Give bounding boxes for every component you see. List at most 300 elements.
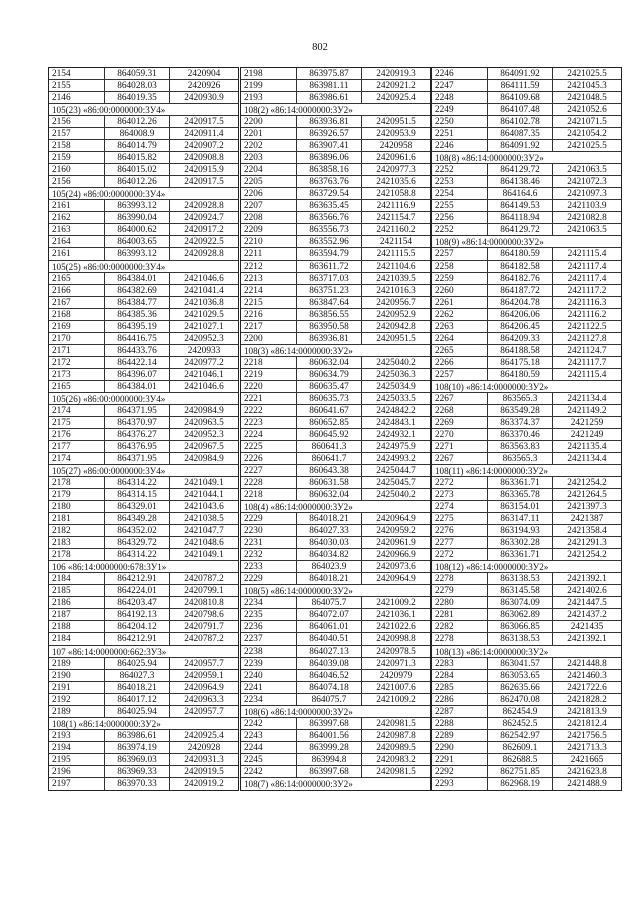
y-coordinate: 2421025.5 [567, 69, 607, 79]
table-row [241, 333, 430, 345]
table-row [432, 621, 621, 633]
point-number: 2205 [241, 176, 297, 187]
table-row [49, 766, 238, 778]
y-coordinate: 2420959.1 [184, 670, 224, 681]
y-coordinate: 2421254.2 [567, 478, 607, 489]
table-row [241, 754, 430, 766]
section-header-row [49, 104, 238, 116]
y-coordinate: 2421448.8 [567, 658, 607, 669]
table-row [432, 285, 621, 297]
point-number: 2256 [432, 212, 488, 223]
point-number: 2236 [241, 621, 297, 632]
x-coordinate: 862751.85 [488, 766, 553, 777]
x-coordinate: 863896.06 [297, 152, 362, 163]
y-coordinate: 2420928.8 [184, 249, 224, 260]
x-coordinate: 864129.72 [488, 164, 553, 175]
x-coordinate: 863729.54 [297, 188, 362, 199]
point-number: 2239 [241, 658, 297, 669]
table-row [49, 609, 238, 621]
point-number: 2244 [241, 742, 297, 753]
table-row [432, 549, 621, 561]
y-coordinate: 2421046.6 [184, 273, 224, 284]
table-row [49, 116, 238, 128]
point-number: 2272 [432, 477, 488, 488]
point-number: 2238 [241, 646, 297, 657]
table-row [241, 489, 430, 501]
x-coordinate: 863751.23 [297, 285, 362, 296]
x-coordinate: 863374.37 [488, 417, 553, 428]
point-number: 2268 [432, 405, 488, 416]
x-coordinate: 863847.64 [297, 297, 362, 308]
y-coordinate: 2421009.2 [376, 694, 416, 705]
section-label: 108(1) «86:14:0000000:3У2» [52, 718, 161, 729]
point-number: 2200 [241, 116, 297, 127]
x-coordinate: 864376.27 [105, 429, 170, 440]
y-coordinate: 2421149.2 [567, 405, 607, 416]
y-coordinate: 2421358.4 [567, 526, 607, 537]
point-number: 2291 [432, 754, 488, 765]
point-number: 2168 [49, 309, 105, 320]
x-coordinate: 863763.76 [297, 176, 362, 187]
table-row [241, 525, 430, 537]
point-number: 2221 [241, 393, 297, 404]
point-number: 2218 [241, 357, 297, 368]
y-coordinate: 2420977.2 [184, 357, 224, 368]
table-row [241, 273, 430, 285]
x-coordinate: 863556.73 [297, 224, 362, 235]
table-row [432, 80, 621, 92]
table-row [241, 68, 430, 80]
point-number: 2249 [432, 104, 488, 115]
point-number: 2201 [241, 128, 297, 139]
table-row [49, 369, 238, 381]
y-coordinate: 2424843.1 [376, 417, 416, 428]
point-number: 2176 [49, 429, 105, 440]
y-coordinate: 2421254.2 [567, 550, 607, 561]
x-coordinate: 864018.21 [297, 573, 362, 584]
point-number: 2224 [241, 429, 297, 440]
section-label: 108(12) «86:14:0000000:3У2» [435, 562, 549, 573]
x-coordinate: 863994.8 [297, 754, 362, 765]
point-number: 2263 [432, 321, 488, 332]
y-coordinate: 2421036.1 [376, 610, 416, 621]
x-coordinate: 862542.97 [488, 730, 553, 741]
x-coordinate: 863145.58 [488, 585, 553, 596]
table-row [49, 68, 238, 80]
table-row [432, 393, 621, 405]
y-coordinate: 2420917.2 [184, 225, 224, 236]
section-label: 108(8) «86:14:0000000:3У2» [435, 153, 544, 164]
x-coordinate: 862968.19 [488, 778, 553, 790]
table-row [49, 549, 238, 561]
y-coordinate: 2424842.2 [376, 405, 416, 416]
point-number: 2246 [432, 140, 488, 151]
y-coordinate: 2420942.8 [376, 321, 416, 332]
point-number: 2234 [241, 694, 297, 705]
section-header-row [432, 646, 621, 658]
table-row [432, 200, 621, 212]
point-number: 2189 [49, 658, 105, 669]
y-coordinate: 2420928 [187, 742, 221, 753]
y-coordinate: 2420959.2 [376, 526, 416, 537]
table-row [432, 585, 621, 597]
x-coordinate: 864206.06 [488, 309, 553, 320]
y-coordinate: 2420926 [187, 81, 221, 92]
y-coordinate: 2421722.6 [567, 682, 607, 693]
x-coordinate: 864416.75 [105, 333, 170, 344]
point-number: 2266 [432, 357, 488, 368]
table-row [241, 357, 430, 369]
table-row [241, 188, 430, 200]
point-number: 2194 [49, 742, 105, 753]
table-row [432, 104, 621, 116]
section-header-row [432, 465, 621, 477]
section-label: 108(5) «86:14:0000000:3У2» [244, 586, 353, 597]
table-row [241, 297, 430, 309]
table-row [241, 441, 430, 453]
table-row [432, 212, 621, 224]
x-coordinate: 864034.82 [297, 549, 362, 560]
table-row [49, 212, 238, 224]
point-number: 2250 [432, 116, 488, 127]
point-number: 2261 [432, 297, 488, 308]
x-coordinate: 863975.87 [297, 68, 362, 79]
y-coordinate: 2421387 [570, 514, 604, 525]
table-row [241, 369, 430, 381]
y-coordinate: 2420925.4 [184, 730, 224, 741]
section-label: 108(3) «86:14:0000000:3У2» [244, 345, 353, 356]
x-coordinate: 862609.1 [488, 742, 553, 753]
table-row [432, 525, 621, 537]
table-row [432, 742, 621, 754]
table-row [241, 537, 430, 549]
x-coordinate: 863974.19 [105, 742, 170, 753]
y-coordinate: 2420973.6 [376, 562, 416, 573]
y-coordinate: 2421392.1 [567, 634, 607, 645]
section-header-row [49, 188, 238, 200]
table-row [49, 537, 238, 549]
x-coordinate: 864061.01 [297, 621, 362, 632]
y-coordinate: 2421154 [379, 237, 413, 248]
table-row [241, 176, 430, 188]
y-coordinate: 2420907.2 [184, 141, 224, 152]
y-coordinate: 2421264.5 [567, 490, 607, 501]
y-coordinate: 2421122.5 [567, 321, 607, 332]
x-coordinate: 860643.38 [297, 465, 362, 476]
x-coordinate: 864012.26 [105, 176, 170, 187]
point-number: 2160 [49, 164, 105, 175]
point-number: 2166 [49, 285, 105, 296]
y-coordinate: 2420961.9 [376, 538, 416, 549]
y-coordinate: 2420925.4 [376, 93, 416, 104]
x-coordinate: 864111.59 [488, 80, 553, 91]
x-coordinate: 862454.9 [488, 706, 553, 717]
y-coordinate: 2420961.6 [376, 153, 416, 164]
x-coordinate: 864019.35 [105, 92, 170, 103]
point-number: 2251 [432, 128, 488, 139]
point-number: 2206 [241, 188, 297, 199]
x-coordinate: 860652.85 [297, 417, 362, 428]
y-coordinate: 2421048.6 [184, 538, 224, 549]
x-coordinate: 864395.19 [105, 321, 170, 332]
y-coordinate: 2421046.6 [184, 381, 224, 392]
y-coordinate: 2421035.6 [376, 177, 416, 188]
y-coordinate: 2421029.5 [184, 309, 224, 320]
point-number: 2217 [241, 321, 297, 332]
point-number: 2288 [432, 718, 488, 729]
table-row [432, 441, 621, 453]
y-coordinate: 2424975.9 [376, 441, 416, 452]
table-row [241, 465, 430, 477]
point-number: 2245 [241, 754, 297, 765]
y-coordinate: 2425033.5 [376, 393, 416, 404]
y-coordinate: 2421044.1 [184, 490, 224, 501]
table-row [49, 730, 238, 742]
point-number: 2158 [49, 140, 105, 151]
x-coordinate: 864107.48 [488, 104, 553, 115]
y-coordinate: 2420908.8 [184, 153, 224, 164]
y-coordinate: 2421756.5 [567, 730, 607, 741]
x-coordinate: 864371.95 [105, 453, 170, 464]
y-coordinate: 2420933 [187, 345, 221, 356]
y-coordinate: 2420957.7 [184, 658, 224, 669]
y-coordinate: 2421025.5 [567, 141, 607, 152]
point-number: 2155 [49, 80, 105, 91]
x-coordinate: 864091.92 [488, 68, 553, 79]
x-coordinate: 860631.58 [297, 477, 362, 488]
point-number: 2156 [49, 176, 105, 187]
x-coordinate: 863936.81 [297, 116, 362, 127]
x-coordinate: 863997.68 [297, 766, 362, 777]
table-row [432, 682, 621, 694]
section-label: 108(7) «86:14:0000000:3У2» [244, 778, 353, 789]
y-coordinate: 2421259 [570, 417, 604, 428]
point-number: 2269 [432, 417, 488, 428]
coordinates-table-column-1 [48, 67, 239, 791]
table-row [241, 248, 430, 260]
y-coordinate: 2420967.5 [184, 441, 224, 452]
point-number: 2232 [241, 549, 297, 560]
y-coordinate: 2421038.5 [184, 514, 224, 525]
table-row [49, 164, 238, 176]
point-number: 2193 [241, 92, 297, 103]
point-number: 2169 [49, 321, 105, 332]
y-coordinate: 2421048.5 [567, 93, 607, 104]
table-row [432, 754, 621, 766]
x-coordinate: 860635.73 [297, 393, 362, 404]
y-coordinate: 2421097.3 [567, 189, 607, 200]
y-coordinate: 2420956.7 [376, 297, 416, 308]
table-row [241, 309, 430, 321]
y-coordinate: 2421134.4 [567, 454, 607, 464]
y-coordinate: 2425045.7 [376, 478, 416, 489]
point-number: 2225 [241, 441, 297, 452]
x-coordinate: 864027.13 [297, 646, 362, 657]
x-coordinate: 864030.03 [297, 537, 362, 548]
x-coordinate: 863138.53 [488, 573, 553, 584]
y-coordinate: 2420919.2 [184, 778, 224, 789]
x-coordinate: 863594.79 [297, 248, 362, 259]
point-number: 2235 [241, 609, 297, 620]
y-coordinate: 2421009.2 [376, 598, 416, 609]
point-number: 2271 [432, 441, 488, 452]
table-row [432, 68, 621, 80]
table-row [432, 633, 621, 645]
table-row [432, 609, 621, 621]
x-coordinate: 863053.65 [488, 670, 553, 681]
section-label: 106 «86:14:0000000:678:3У1» [52, 562, 167, 573]
x-coordinate: 860635.47 [297, 381, 362, 392]
x-coordinate: 863969.03 [105, 754, 170, 765]
section-header-row [49, 465, 238, 477]
table-row [432, 417, 621, 429]
point-number: 2192 [49, 694, 105, 705]
x-coordinate: 864118.94 [488, 212, 553, 223]
point-number: 2257 [432, 248, 488, 259]
table-row [49, 573, 238, 585]
x-coordinate: 860632.04 [297, 357, 362, 368]
table-row [241, 513, 430, 525]
section-label: 105(25) «86:00:0000000:3У4» [52, 261, 166, 272]
x-coordinate: 864149.53 [488, 200, 553, 211]
y-coordinate: 2421435 [570, 622, 604, 633]
x-coordinate: 863635.45 [297, 200, 362, 211]
table-row [432, 429, 621, 441]
x-coordinate: 863194.93 [488, 525, 553, 536]
y-coordinate: 2421071.5 [567, 117, 607, 128]
x-coordinate: 863858.16 [297, 164, 362, 175]
table-row [432, 405, 621, 417]
section-header-row [49, 561, 238, 573]
y-coordinate: 2421392.1 [567, 574, 607, 585]
table-row [241, 658, 430, 670]
y-coordinate: 2421104.6 [376, 261, 416, 272]
x-coordinate: 864314.22 [105, 549, 170, 560]
point-number: 2165 [49, 273, 105, 284]
table-row [241, 140, 430, 152]
x-coordinate: 864370.97 [105, 417, 170, 428]
y-coordinate: 2420957.7 [184, 706, 224, 717]
table-row [432, 297, 621, 309]
point-number: 2227 [241, 465, 297, 476]
point-number: 2167 [49, 297, 105, 308]
point-number: 2190 [49, 670, 105, 681]
point-number: 2197 [49, 778, 105, 790]
point-number: 2208 [241, 212, 297, 223]
point-number: 2277 [432, 537, 488, 548]
point-number: 2228 [241, 477, 297, 488]
y-coordinate: 2420983.2 [376, 754, 416, 765]
x-coordinate: 860634.79 [297, 369, 362, 380]
y-coordinate: 2420952.3 [184, 333, 224, 344]
point-number: 2211 [241, 248, 297, 259]
y-coordinate: 2421397.3 [567, 502, 607, 513]
point-number: 2184 [49, 633, 105, 644]
table-row [432, 489, 621, 501]
x-coordinate: 864109.68 [488, 92, 553, 103]
y-coordinate: 2420971.3 [376, 658, 416, 669]
point-number: 2255 [432, 200, 488, 211]
table-row [49, 200, 238, 212]
x-coordinate: 864188.58 [488, 345, 553, 356]
x-coordinate: 864018.21 [297, 513, 362, 524]
table-row [49, 80, 238, 92]
table-row [241, 766, 430, 778]
y-coordinate: 2425040.2 [376, 490, 416, 501]
coordinates-table-column-3 [431, 67, 622, 791]
point-number: 2174 [49, 405, 105, 416]
x-coordinate: 863062.89 [488, 609, 553, 620]
x-coordinate: 864212.91 [105, 573, 170, 584]
table-row [241, 236, 430, 248]
x-coordinate: 864074.18 [297, 682, 362, 693]
x-coordinate: 862452.5 [488, 718, 553, 729]
y-coordinate: 2421402.6 [567, 586, 607, 597]
point-number: 2163 [49, 224, 105, 235]
y-coordinate: 2420951.5 [376, 333, 416, 344]
point-number: 2178 [49, 549, 105, 560]
y-coordinate: 2420952.3 [184, 429, 224, 440]
x-coordinate: 863370.46 [488, 429, 553, 440]
table-row [432, 694, 621, 706]
table-row [241, 609, 430, 621]
coordinates-table-column-2 [240, 67, 431, 791]
point-number: 2170 [49, 333, 105, 344]
y-coordinate: 2421488.9 [567, 778, 607, 789]
table-row [49, 706, 238, 718]
table-row [241, 116, 430, 128]
y-coordinate: 2421812.4 [567, 718, 607, 729]
x-coordinate: 864376.95 [105, 441, 170, 452]
y-coordinate: 2420998.8 [376, 634, 416, 645]
point-number: 2270 [432, 429, 488, 440]
point-number: 2198 [241, 68, 297, 79]
point-number: 2279 [432, 585, 488, 596]
table-row [49, 441, 238, 453]
x-coordinate: 860641.7 [297, 453, 362, 464]
section-label: 105(23) «86:00:0000000:3У4» [52, 105, 166, 116]
point-number: 2203 [241, 152, 297, 163]
y-coordinate: 2420791.7 [184, 622, 224, 633]
page-number: 802 [312, 42, 328, 53]
table-row [241, 453, 430, 465]
x-coordinate: 863993.12 [105, 248, 170, 259]
point-number: 2243 [241, 730, 297, 741]
y-coordinate: 2420921.2 [376, 81, 416, 92]
x-coordinate: 862688.5 [488, 754, 553, 765]
x-coordinate: 864008.9 [105, 128, 170, 139]
table-row [49, 682, 238, 694]
y-coordinate: 2425040.2 [376, 357, 416, 368]
point-number: 2233 [241, 561, 297, 572]
y-coordinate: 2420799.1 [184, 586, 224, 597]
y-coordinate: 2420987.8 [376, 730, 416, 741]
point-number: 2260 [432, 285, 488, 296]
point-number: 2259 [432, 273, 488, 284]
point-number: 2278 [432, 573, 488, 584]
point-number: 2171 [49, 345, 105, 356]
x-coordinate: 863302.28 [488, 537, 553, 548]
point-number: 2182 [49, 525, 105, 536]
point-number: 2242 [241, 718, 297, 729]
x-coordinate: 864180.59 [488, 369, 553, 380]
point-number: 2199 [241, 80, 297, 91]
point-number: 2267 [432, 453, 488, 464]
section-label: 108(11) «86:14:0000000:3У2» [435, 466, 548, 477]
x-coordinate: 860632.04 [297, 489, 362, 500]
point-number: 2157 [49, 128, 105, 139]
y-coordinate: 2421043.6 [184, 502, 224, 513]
